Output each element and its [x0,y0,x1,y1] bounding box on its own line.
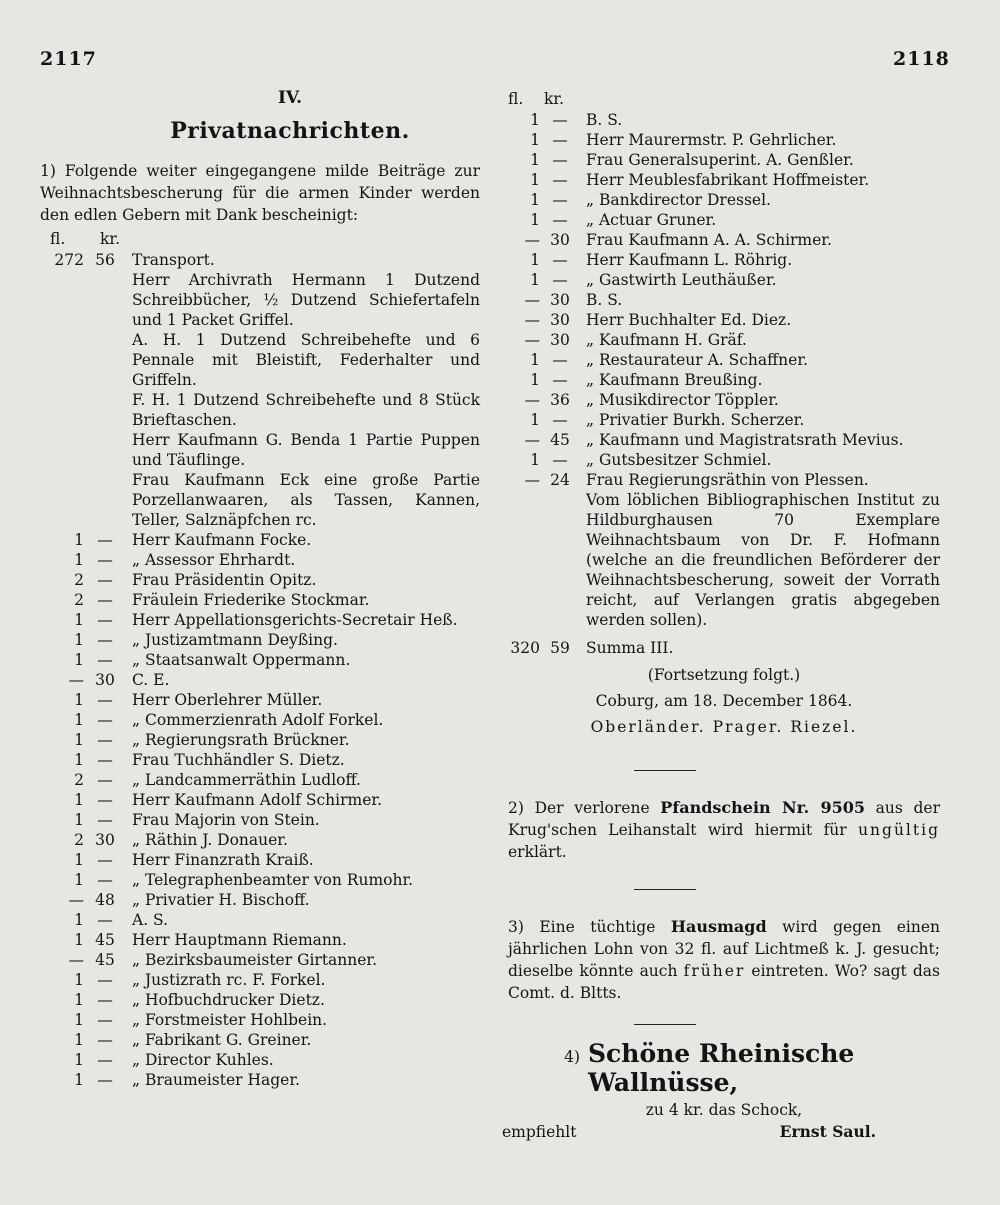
amount-fl: 1 [530,371,540,389]
left-donation-row [40,890,480,910]
donor-text: A. H. 1 Dutzend Schreibehefte und 6 Pennale mit Bleistift, Federhalter und Griffeln. [132,331,480,389]
amount-kr: — [97,631,113,649]
notice2-suffix: erklärt. [508,843,567,861]
amount-fl: — [524,311,540,329]
right-donation-row [508,310,940,330]
amount-fl: 1 [74,851,84,869]
left-donation-row [40,330,480,390]
amount-kr: — [552,251,568,269]
amount-kr: — [97,771,113,789]
left-donation-row [40,770,480,790]
ad-title: Schöne Rheinische Wallnüsse, [588,1039,855,1097]
donor-text: Frau Kaufmann A. A. Schirmer. [586,231,832,249]
amount-kr: 45 [550,431,570,449]
donor-text: C. E. [132,671,170,689]
notice3-spaced: früher [683,962,746,980]
right-donation-row [508,490,940,630]
amount-kr: — [97,791,113,809]
left-donation-row [40,390,480,430]
right-column [502,88,940,1143]
donor-text: Herr Kaufmann Adolf Schirmer. [132,791,383,809]
notice3-bold: Hausmagd [670,917,767,936]
ad-price: zu 4 kr. das Schock, [645,1101,803,1119]
donor-text: Herr Archivrath Hermann 1 Dutzend Schreibbücher, ½ Dutzend Schiefertafeln und 1 Packet Griffel. [132,271,480,329]
amount-kr: — [97,1011,113,1029]
donations-intro: 1) Folgende weiter eingegangene milde Beiträge zur Weihnachtsbescherung für die armen Kinder werden den edlen Gebern mit Dank bescheinigt: [40,162,480,224]
left-donation-row [40,870,480,890]
amount-kr: — [97,611,113,629]
amount-fl: — [68,671,84,689]
left-donation-row [40,470,480,530]
amount-fl: 272 [54,251,84,269]
amount-kr: 45 [95,951,115,969]
donor-text: „ Director Kuhles. [132,1051,274,1069]
summa-row [508,638,940,658]
donor-text: „ Räthin J. Donauer. [132,831,288,849]
donor-text: „ Braumeister Hager. [132,1071,300,1089]
amount-fl: 1 [74,1051,84,1069]
amount-fl: 1 [530,131,540,149]
notice-hausmagd [508,916,940,1004]
amount-fl [40,470,84,530]
amount-kr: — [97,711,113,729]
donor-text: „ Justizamtmann Deyßing. [132,631,338,649]
amount-fl: 2 [74,831,84,849]
summa-label: Summa III. [586,639,674,657]
amount-fl: 1 [74,631,84,649]
amount-kr: 30 [95,831,115,849]
donor-text: Vom löblichen Bibliographischen Institut zu Hildburghausen 70 Exemplare Weihnachtsbaum von Dr. F. Hofmann (welche an die freundlichen Beförderer der Weihnachtsbescherung, soweit der Vorrath reicht, auf Verlangen gratis abgegeben werden sollen). [586,491,940,629]
amount-fl: — [524,231,540,249]
amount-kr: — [97,691,113,709]
donor-text: A. S. [132,911,169,929]
ad-lead: empfiehlt [502,1123,577,1141]
ad-footer [502,1121,940,1143]
donor-text: Fräulein Friederike Stockmar. [132,591,370,609]
amount-kr: — [97,991,113,1009]
donor-text: Frau Majorin von Stein. [132,811,320,829]
amount-fl: — [524,331,540,349]
left-donation-row [40,690,480,710]
amount-fl: — [524,391,540,409]
left-donation-row [40,250,480,270]
amount-kr: — [97,551,113,569]
ad-number: 4) [564,1048,580,1066]
divider [634,770,696,771]
left-donation-row [40,650,480,670]
walnut-advert [508,1039,940,1097]
donor-text: „ Privatier H. Bischoff. [132,891,310,909]
amount-kr: — [552,111,568,129]
amount-fl: 1 [530,151,540,169]
left-donation-row [40,910,480,930]
right-donation-row [508,350,940,370]
left-donation-row [40,590,480,610]
amount-fl: 1 [530,271,540,289]
donor-text: Herr Kaufmann Focke. [132,531,312,549]
left-donation-row [40,830,480,850]
header-fl-right: fl. [508,90,524,108]
donor-text: „ Forstmeister Hohlbein. [132,1011,328,1029]
donor-text: Frau Tuchhändler S. Dietz. [132,751,345,769]
amount-kr: 48 [95,891,115,909]
left-donation-row [40,570,480,590]
notice3-middle: wird gegen einen jährlichen Lohn von 32 fl. auf Lichtmeß k. J. gesucht; dieselbe könnte auch [508,918,940,980]
donor-text: Herr Appellationsgerichts-Secretair Heß. [132,611,458,629]
amount-kr: — [552,271,568,289]
amount-fl: 1 [530,411,540,429]
amount-kr: — [552,351,568,369]
amount-fl: 2 [74,571,84,589]
right-donation-row [508,150,940,170]
currency-header [40,228,480,250]
summa-kr: 59 [550,639,570,657]
donor-text: „ Telegraphenbeamter von Rumohr. [132,871,414,889]
left-donation-row [40,610,480,630]
donor-text: „ Gutsbesitzer Schmiel. [586,451,772,469]
left-donation-row [40,530,480,550]
amount-kr: 30 [550,291,570,309]
right-donation-row [508,230,940,250]
amount-fl: 1 [74,691,84,709]
amount-kr: — [97,1051,113,1069]
left-column [40,88,480,1090]
left-donation-row [40,550,480,570]
amount-fl: 1 [530,351,540,369]
amount-fl: — [68,891,84,909]
right-donation-row [508,470,940,490]
left-donation-row [40,710,480,730]
donor-text: „ Kaufmann Breußing. [586,371,763,389]
amount-kr: 36 [550,391,570,409]
notice3-suffix: eintreten. Wo? sagt das Comt. d. Bltts. [508,962,940,1002]
donor-text: Herr Maurermstr. P. Gehrlicher. [586,131,837,149]
right-donation-row [508,250,940,270]
amount-kr: — [97,1071,113,1089]
left-donation-row [40,1010,480,1030]
left-donation-row [40,1070,480,1090]
left-donation-row [40,850,480,870]
donor-text: „ Fabrikant G. Greiner. [132,1031,312,1049]
notice2-prefix: 2) Der verlorene [508,799,661,817]
donor-text: „ Kaufmann und Magistratsrath Mevius. [586,431,904,449]
amount-fl: 1 [530,211,540,229]
amount-kr: — [552,151,568,169]
place-date: Coburg, am 18. December 1864. [595,692,853,710]
amount-kr: 56 [95,251,115,269]
donor-text: Herr Finanzrath Kraiß. [132,851,314,869]
right-donation-row [508,430,940,450]
right-donation-row [508,330,940,350]
amount-fl: 1 [74,531,84,549]
left-donation-row [40,630,480,650]
right-donation-row [508,210,940,230]
donor-text: „ Bankdirector Dressel. [586,191,771,209]
left-donation-row [40,430,480,470]
notice2-bold: Pfandschein Nr. 9505 [660,798,865,817]
donor-text: „ Justizrath rc. F. Forkel. [132,971,326,989]
amount-fl [508,490,540,630]
donor-text: Transport. [132,251,215,269]
amount-fl: 1 [74,1031,84,1049]
amount-fl [40,330,84,390]
amount-fl: 2 [74,771,84,789]
amount-fl: 1 [74,751,84,769]
amount-fl: 1 [74,551,84,569]
amount-fl [40,390,84,430]
notice2-spaced: ungültig [858,821,940,839]
amount-kr: 30 [95,671,115,689]
header-fl: fl. [50,230,66,248]
amount-kr [84,470,126,530]
donor-text: „ Privatier Burkh. Scherzer. [586,411,805,429]
amount-fl: 1 [530,251,540,269]
left-donation-row [40,950,480,970]
divider [634,1024,696,1025]
amount-kr [84,390,126,430]
right-donation-row [508,370,940,390]
amount-fl [40,430,84,470]
amount-fl: 1 [74,871,84,889]
section-number: IV. [277,88,303,108]
header-kr: kr. [100,230,121,248]
donor-text: „ Regierungsrath Brückner. [132,731,350,749]
amount-fl: — [524,471,540,489]
amount-kr: — [97,1031,113,1049]
ad-seller: Ernst Saul. [779,1122,876,1141]
right-donation-row [508,110,940,130]
amount-kr: — [97,971,113,989]
notice3-prefix: 3) Eine tüchtige [508,918,671,936]
amount-kr [84,330,126,390]
page-number-right: 2118 [893,48,950,70]
donor-text: „ Bezirksbaumeister Girtanner. [132,951,378,969]
amount-fl: 1 [74,651,84,669]
amount-kr: 24 [550,471,570,489]
page-number-left: 2117 [40,48,97,70]
donor-text: „ Musikdirector Töppler. [586,391,779,409]
donor-text: „ Actuar Gruner. [586,211,717,229]
donor-text: Herr Buchhalter Ed. Diez. [586,311,792,329]
left-donation-row [40,670,480,690]
donor-text: Frau Generalsuperint. A. Genßler. [586,151,854,169]
left-donation-row [40,270,480,330]
donor-text: „ Restaurateur A. Schaffner. [586,351,808,369]
donor-text: „ Assessor Ehrhardt. [132,551,296,569]
left-donation-row [40,730,480,750]
section-title: Privatnachrichten. [170,118,410,144]
amount-fl: 1 [530,451,540,469]
amount-kr: 30 [550,331,570,349]
amount-kr: — [552,451,568,469]
amount-fl: 1 [530,171,540,189]
amount-kr: — [97,531,113,549]
amount-kr: — [97,811,113,829]
amount-kr: — [552,211,568,229]
donor-text: „ Kaufmann H. Gräf. [586,331,747,349]
right-donation-row [508,270,940,290]
currency-header-right [508,88,940,110]
amount-kr: — [97,591,113,609]
amount-kr [84,270,126,330]
amount-kr: 30 [550,231,570,249]
amount-fl: 1 [74,811,84,829]
amount-fl: 1 [74,711,84,729]
donor-text: Frau Präsidentin Opitz. [132,571,317,589]
divider [634,889,696,890]
right-donation-row [508,290,940,310]
amount-fl: 1 [74,1011,84,1029]
donor-text: Herr Oberlehrer Müller. [132,691,323,709]
donor-text: Frau Kaufmann Eck eine große Partie Porzellanwaaren, als Tassen, Kannen, Teller, Salznäpfchen rc. [132,471,480,529]
left-donation-row [40,930,480,950]
amount-fl: 1 [74,931,84,949]
amount-fl: 1 [74,971,84,989]
amount-kr: — [552,171,568,189]
left-donation-row [40,990,480,1010]
amount-fl: 1 [74,1071,84,1089]
right-donation-row [508,390,940,410]
notice2-middle: aus der Krug'schen Leihanstalt wird hiermit für [508,799,940,839]
left-donation-row [40,750,480,770]
amount-fl: 1 [530,111,540,129]
left-donation-list [40,250,480,1090]
amount-fl: 1 [530,191,540,209]
donor-text: Herr Hauptmann Riemann. [132,931,347,949]
header-kr-right: kr. [544,90,565,108]
donor-text: B. S. [586,111,623,129]
amount-kr [540,490,580,630]
left-donation-row [40,810,480,830]
amount-fl: — [524,291,540,309]
amount-kr: 30 [550,311,570,329]
right-donation-row [508,130,940,150]
donor-text: „ Staatsanwalt Oppermann. [132,651,351,669]
left-donation-row [40,1050,480,1070]
left-donation-row [40,1030,480,1050]
amount-kr: 45 [95,931,115,949]
donor-text: „ Hofbuchdrucker Dietz. [132,991,325,1009]
summa-fl: 320 [510,639,540,657]
notice-pfandschein [508,797,940,863]
amount-kr: — [97,731,113,749]
donor-text: „ Commerzienrath Adolf Forkel. [132,711,384,729]
amount-kr [84,430,126,470]
donor-text: B. S. [586,291,623,309]
amount-kr: — [552,131,568,149]
amount-fl: — [68,951,84,969]
amount-fl: 1 [74,731,84,749]
amount-kr: — [552,371,568,389]
continued-note: (Fortsetzung folgt.) [647,666,801,684]
right-donation-row [508,190,940,210]
amount-kr: — [97,851,113,869]
left-donation-row [40,790,480,810]
signers: Oberländer. Prager. Riezel. [590,718,858,736]
amount-fl: 1 [74,611,84,629]
right-donation-row [508,450,940,470]
right-donation-row [508,410,940,430]
amount-fl: 2 [74,591,84,609]
amount-fl: 1 [74,911,84,929]
amount-fl: 1 [74,791,84,809]
amount-kr: — [552,411,568,429]
donor-text: Herr Kaufmann G. Benda 1 Partie Puppen und Täuflinge. [132,431,480,469]
donor-text: Frau Regierungsräthin von Plessen. [586,471,869,489]
right-donation-row [508,170,940,190]
left-donation-row [40,970,480,990]
donor-text: „ Gastwirth Leuthäußer. [586,271,777,289]
amount-kr: — [97,911,113,929]
donor-text: Herr Meublesfabrikant Hoffmeister. [586,171,870,189]
amount-kr: — [97,651,113,669]
amount-fl: 1 [74,991,84,1009]
donor-text: F. H. 1 Dutzend Schreibehefte und 8 Stück Brieftaschen. [132,391,480,429]
amount-fl [40,270,84,330]
amount-kr: — [97,751,113,769]
amount-kr: — [97,871,113,889]
amount-kr: — [97,571,113,589]
donor-text: „ Landcammerräthin Ludloff. [132,771,361,789]
amount-kr: — [552,191,568,209]
right-donation-list [508,110,940,630]
donor-text: Herr Kaufmann L. Röhrig. [586,251,793,269]
amount-fl: — [524,431,540,449]
